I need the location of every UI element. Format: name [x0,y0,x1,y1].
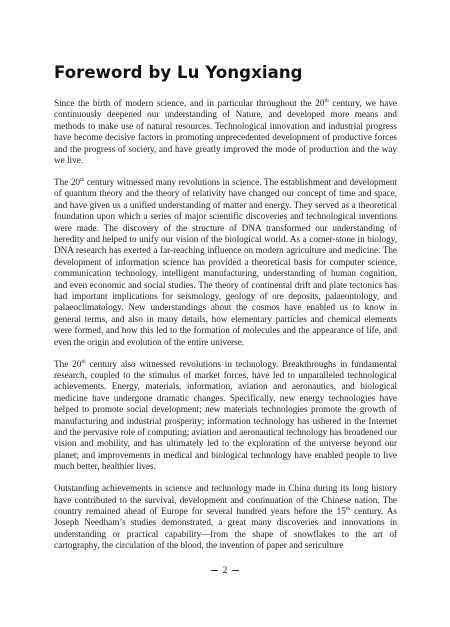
body-text [54,98,397,562]
page-number: 2 [0,566,450,576]
folio-dash-left [211,570,218,571]
page-title: Foreword by Lu Yongxiang [54,63,303,82]
folio-dash-right [232,570,239,571]
paragraph-4: Outstanding achievements in science and technology made in China during its long history have contributed to the survival, development and continuation of the Chinese nation. The country remained ahead of Europe for several hundred years before the 15th century. As Joseph Needham’s studies demonstrated, a great many discoveries and innovations in understanding or practical capability—from the shape of snowflakes to the art of cartography, the circulation of the blood, the invention of paper and sericulture [54,483,398,551]
ordinal-suffix: th [324,97,329,104]
ordinal-suffix: th [80,176,85,183]
ordinal-suffix: th [81,358,86,365]
paragraph-2: The 20th century witnessed many revolutions in science. The establishment and development of quantum theory and the theory of relativity have changed our concept of time and space, and have given us a unified understanding of matter and energy. They served as a theoretical foundation upon which a series of major scientific discoveries and technological inventions were made. The discovery of the structure of DNA transformed our understanding of heredity and helped to unify our vision of the biological world. As a corner-stone in biology, DNA research has exerted a far-reaching influence on modern agriculture and medicine. The development of information science has provided a theoretical basis for computer science, communication technology, intelligent manufacturing, understanding of human cognition, and even economic and social studies. The theory of continental drift and plate tectonics has had important implications for seismology, geology of ore deposits, palaeontology, and palaeoclimatology. New understandings about the cosmos have enabled us to know in general terms, and also in many details, how elementary particles and chemical elements were formed, and how this led to the formation of molecules and the appearance of life, and even the origin and evolution of the entire universe. [54,176,397,347]
ordinal-suffix: th [345,505,351,512]
paragraph-3: The 20th century also witnessed revolutions in technology. Breakthroughs in fundamental research, coupled to the stimulus of market forces, have led to unparalleled technological achievements. Energy, materials, information, aviation and aeronautics, and biological medicine have undergone dramatic changes. Specifically, new energy technologies have helped to promote social development; new materials technologies promote the growth of manufacturing and industrial prosperity; information technology has ushered in the Internet and the pervasive role of computing; aviation and aeronautical technology has broadened our vision and mobility, and has ultimately led to the exploration of the universe beyond our planet; and improvements in medical and biological technology have enabled people to live much better, healthier lives. [54,358,397,472]
paragraph-1: Since the birth of modern science, and in particular throughout the 20th century, we have continuously deepened our understanding of Nature, and developed more means and methods to make use of natural resources. Technological innovation and industrial progress have become decisive factors in promoting unprecedented development of productive forces and the progress of society, and have greatly improved the mode of production and the way we live. [54,97,397,166]
